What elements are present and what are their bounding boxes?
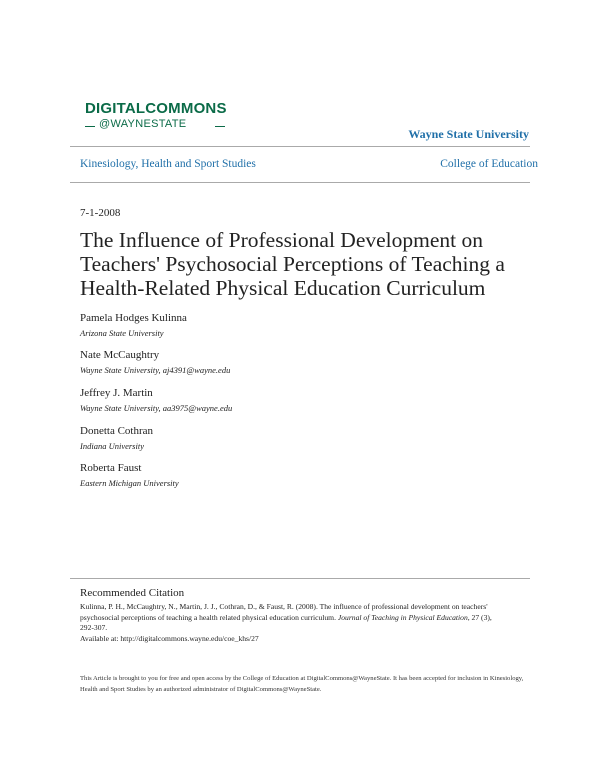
author-block [80, 349, 480, 375]
author-affiliation: Indiana University [80, 441, 144, 451]
citation-available-link[interactable]: Available at: http://digitalcommons.wayne.edu/coe_khs/27 [80, 634, 259, 643]
author-affiliation: Wayne State University, aa3975@wayne.edu [80, 403, 233, 413]
divider-citation [70, 578, 530, 579]
divider-top [70, 146, 530, 147]
citation-text [80, 602, 520, 634]
logo-sub [85, 118, 225, 132]
author-name: Pamela Hodges Kulinna [80, 312, 187, 324]
author-name: Roberta Faust [80, 462, 142, 474]
citation-journal: Journal of Teaching in Physical Education [337, 612, 468, 622]
author-name: Donetta Cothran [80, 425, 154, 437]
author-affiliation: Arizona State University [80, 328, 164, 338]
author-name: Nate McCaughtry [80, 349, 160, 361]
college-link[interactable]: College of Education [440, 158, 538, 170]
citation-body: Kulinna, P. H., McCaughtry, N., Martin, J. J., Cothran, D., & Faust, R. (2008). The influence of professional development on teachers' psychosocial perceptions of teaching a health related physical education curriculum. [80, 602, 488, 622]
author-affiliation: Eastern Michigan University [80, 478, 179, 488]
access-notice: This Article is brought to you for free and open access by the College of Education at DigitalCommons@WayneState. It has been accepted for inclusion in Kinesiology, Health and Sport Studies by an authorized administrator of DigitalCommons@WayneState. [80, 675, 524, 693]
logo-rule-right [215, 126, 225, 127]
recommended-citation-heading: Recommended Citation [80, 587, 185, 599]
author-block [80, 462, 480, 488]
logo-sub-text: @WAYNESTATE [99, 118, 187, 130]
publication-date: 7-1-2008 [80, 207, 121, 219]
citation-volume: , 27 (3), [467, 612, 492, 622]
collection-link[interactable]: Kinesiology, Health and Sport Studies [80, 158, 256, 170]
article-title: The Influence of Professional Development on Teachers' Psychosocial Perceptions of Teaching a Health-Related Physical Education Curriculum [80, 228, 505, 300]
author-block [80, 387, 480, 413]
logo-main-text: DIGITALCOMMONS [85, 100, 227, 117]
author-block [80, 425, 480, 451]
digitalcommons-logo[interactable] [85, 100, 225, 140]
university-link[interactable]: Wayne State University [408, 127, 529, 141]
divider-header-bottom [70, 182, 530, 183]
author-name: Jeffrey J. Martin [80, 387, 153, 399]
logo-rule-left [85, 126, 95, 127]
author-block [80, 312, 480, 338]
citation-pages: 292-307. [80, 623, 108, 632]
author-affiliation: Wayne State University, aj4391@wayne.edu [80, 365, 231, 375]
